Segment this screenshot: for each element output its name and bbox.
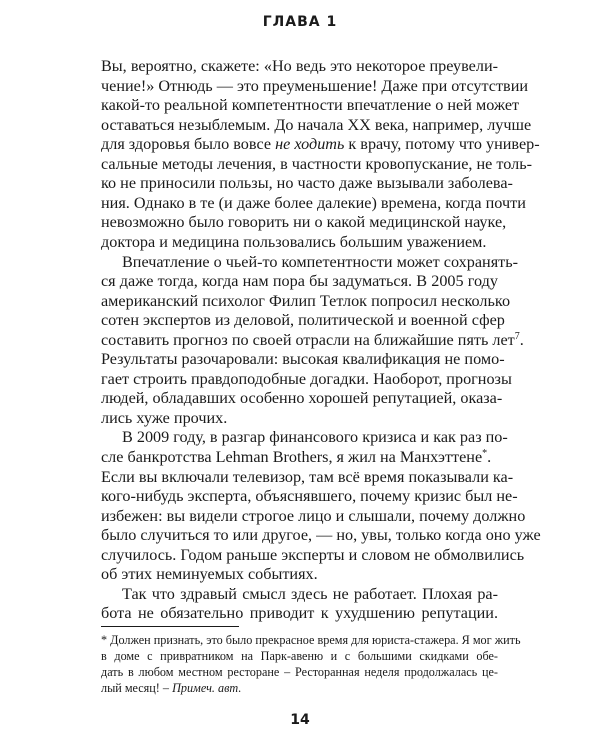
text-line: ко не приносили пользы, но часто даже вызывали заболева- [101, 174, 513, 193]
page-number: 14 [290, 712, 310, 728]
text-line: оставаться незыблемым. До начала XX века, например, лучше [101, 115, 532, 134]
footnote-line: в доме с привратником на Парк-авеню и с большими скидками обе- [101, 649, 498, 663]
text-line: Результаты разочаровали: высокая квалификация не помо- [101, 350, 505, 369]
emphasis-text: Примеч. авт. [172, 681, 242, 695]
text-line: сальные методы лечения, в частности кровопускание, не толь- [101, 154, 532, 173]
text-line: американский психолог Филип Тетлок попросил несколько [101, 291, 511, 310]
text-line: сотен экспертов из деловой, политической и военной сфер [101, 311, 505, 330]
text-line: ния. Однако в те (и даже более далекие) времена, когда почти [101, 193, 526, 212]
chapter-header: ГЛАВА 1 [262, 14, 338, 30]
text-run: к врачу, потому что универ- [348, 135, 540, 154]
endnote-marker: 7 [514, 330, 520, 342]
text-line: случилось. Годом раньше эксперты и словом не обмолвились [101, 545, 525, 564]
text-line: людей, обладавших особенно хорошей репутацией, оказа- [101, 389, 503, 408]
text-run: составить прогноз по своей отрасли на ближайшие пять лет [101, 330, 515, 349]
text-line: было случиться то или другое, — но, увы, только когда оно уже [101, 526, 541, 545]
text-line: доктора и медицина пользовались большим уважением. [101, 232, 487, 251]
text-line: кого-нибудь эксперта, объяснявшего, почему кризис был не- [101, 487, 518, 506]
footnote-marker: * [482, 448, 488, 459]
text-line: Если вы включали телевизор, там всё время показывали ка- [101, 467, 514, 486]
text-line: невозможно было говорить ни о какой медицинской науке, [101, 213, 507, 232]
text-line: бота не обязательно приводит к ухудшению репутации. [101, 604, 498, 623]
text-run: . [487, 448, 492, 466]
text-run: . [519, 330, 524, 349]
emphasis-text: не ходить [275, 135, 345, 154]
footnote-line: дать в любом местном ресторане – Ресторанная неделя продолжалась це- [101, 665, 498, 679]
text-line: избежен: вы видели строгое лицо и слышали, почему должно [101, 506, 526, 525]
text-run: для здоровья было вовсе [101, 135, 272, 154]
footnote-line [101, 680, 498, 697]
footnote-separator [101, 626, 239, 627]
text-line: лись хуже прочих. [101, 408, 228, 427]
text-line: В 2009 году, в разгар финансового кризиса и как раз по- [122, 428, 508, 447]
footnote-line: * Должен признать, это было прекрасное время для юриста-стажера. Я мог жить [101, 633, 521, 647]
text-line: Впечатление о чьей-то компетентности может сохранять- [122, 252, 518, 271]
text-run: сле банкротства Lehman Brothers, я жил на Манхэттене [101, 448, 483, 466]
text-run: лый месяц! – [101, 681, 170, 695]
text-line: Вы, вероятно, скажете: «Но ведь это некоторое преувели- [101, 57, 498, 75]
text-line: об этих неминуемых событиях. [101, 565, 318, 584]
text-line: чение!» Отнюдь — это преуменьшение! Даже при отсутствии [101, 76, 529, 95]
text-line: ся даже тогда, когда нам пора бы задуматься. В 2005 году [101, 272, 498, 291]
text-line: гает строить правдоподобные догадки. Наоборот, прогнозы [101, 369, 512, 388]
text-line: Так что здравый смысл здесь не работает. Плохая ра- [122, 584, 498, 603]
text-line: какой-то реальной компетентности впечатление о ней может [101, 96, 520, 115]
